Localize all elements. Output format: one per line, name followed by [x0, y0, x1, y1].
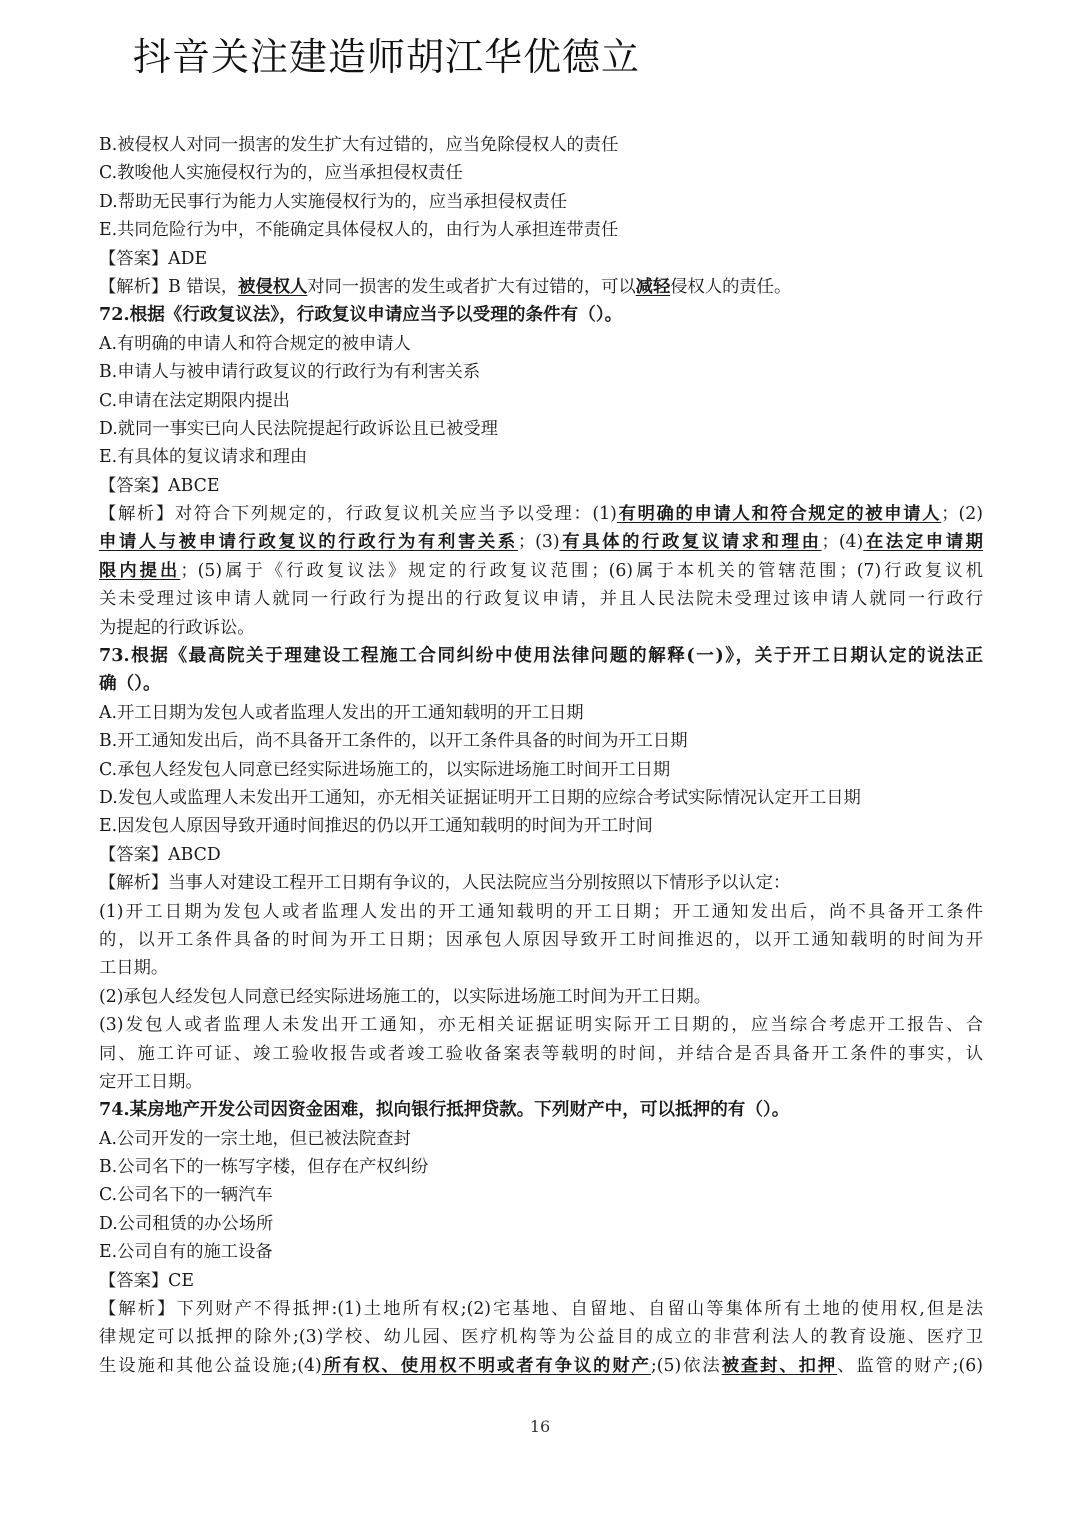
text-line [99, 273, 983, 301]
text-line [99, 528, 983, 556]
text-run: ；(4) [821, 532, 864, 553]
text-line: E.有具体的复议请求和理由 [99, 447, 308, 468]
text-line: B.公司名下的一栋写字楼，但存在产权纠纷 [99, 1157, 429, 1178]
text-line: 为提起的行政诉讼。 [99, 617, 255, 638]
text-line: 【答案】ABCD [99, 844, 221, 865]
text-line: C.承包人经发包人同意已经实际进场施工的，以实际进场施工时间开工日期 [99, 759, 671, 780]
question-stem-line: 确（）。 [99, 673, 161, 695]
text-line: D.帮助无民事行为能力人实施侵权行为的，应当承担侵权责任 [99, 191, 568, 212]
text-run: 【解析】下列财产不得抵押:(1)土地所有权;(2)宅基地、自留地、自留山等集体所有土地的使用权,但是法 [99, 1299, 983, 1320]
text-run: 侵权人的责任。 [670, 276, 792, 297]
text-run: 对同一损害的发生或者扩大有过错的，可以 [307, 276, 636, 297]
underlined-key-phrase: 所有权、使用权不明或者有争议的财产 [321, 1355, 651, 1376]
text-line: C.公司名下的一辆汽车 [99, 1185, 273, 1206]
text-line: 同、施工许可证、竣工验收报告或者竣工验收备案表等载明的时间，并结合是否具备开工条件的事实，认 [99, 1043, 983, 1064]
text-line: B.申请人与被申请行政复议的行政行为有利害关系 [99, 362, 481, 383]
text-line: C.教唆他人实施侵权行为的，应当承担侵权责任 [99, 163, 463, 184]
text-run: 【解析】B 错误， [99, 276, 239, 297]
question-stem-line: 73.根据《最高院关于理建设工程施工合同纠纷中使用法律问题的解释(一)》，关于开工日期认定的说法正 [99, 645, 983, 667]
text-run: 生设施和其他公益设施;(4) [99, 1355, 322, 1376]
text-line: D.发包人或监理人未发出开工通知，亦无相关证据证明开工日期的应综合考试实际情况认定开工日期 [99, 787, 861, 808]
text-line: 【答案】ABCE [99, 475, 220, 496]
text-line: B.被侵权人对同一损害的发生扩大有过错的，应当免除侵权人的责任 [99, 135, 619, 155]
text-line: A.公司开发的一宗土地，但已被法院查封 [99, 1128, 411, 1149]
question-stem-line: 74.某房地产开发公司因资金困难，拟向银行抵押贷款。下列财产中，可以抵押的有（）。 [99, 1099, 790, 1121]
underlined-key-phrase: 减轻 [635, 276, 671, 297]
text-line: E.共同危险行为中，不能确定具体侵权人的，由行为人承担连带责任 [99, 220, 619, 241]
text-line: (2)承包人经发包人同意已经实际进场施工的，以实际进场施工时间为开工日期。 [99, 986, 712, 1007]
underlined-key-phrase: 被查封、扣押 [721, 1355, 838, 1376]
text-run: 关未受理过该申请人就同一行政行为提出的行政复议申请，并且人民法院未受理过该申请人就同一行政行 [99, 589, 983, 610]
question-stem-line: 72.根据《行政复议法》，行政复议申请应当予以受理的条件有（）。 [99, 304, 623, 326]
text-line [99, 557, 983, 585]
text-line: E.因发包人原因导致开通时间推迟的仍以开工通知载明的时间为开工时间 [99, 816, 653, 837]
text-line: 【答案】CE [99, 1270, 194, 1291]
text-run: 、监管的财产;(6) [837, 1355, 983, 1376]
text-run: 【解析】对符合下列规定的，行政复议机关应当予以受理：(1) [99, 504, 617, 525]
text-run: ;(5)依法 [650, 1355, 722, 1376]
page-number: 16 [529, 1417, 551, 1436]
underlined-key-phrase: 申请人与被申请行政复议的行政行为有利害关系 [99, 532, 518, 553]
text-line: (1)开工日期为发包人或者监理人发出的开工通知载明的开工日期；开工通知发出后，尚不具备开工条件 [99, 901, 983, 922]
text-line: B.开工通知发出后，尚不具备开工条件的，以开工条件具备的时间为开工日期 [99, 731, 688, 752]
text-line: (3)发包人或者监理人未发出开工通知，亦无相关证据证明实际开工日期的，应当综合考虑开工报告、合 [99, 1015, 983, 1036]
text-line [99, 1295, 983, 1323]
text-line: E.公司自有的施工设备 [99, 1242, 273, 1263]
document-body [99, 131, 983, 1380]
text-line: A.开工日期为发包人或者监理人发出的开工通知载明的开工日期 [99, 702, 584, 723]
text-line: D.就同一事实已向人民法院提起行政诉讼且已被受理 [99, 418, 498, 439]
text-line [99, 1323, 983, 1351]
underlined-key-phrase: 有明确的申请人和符合规定的被申请人 [616, 504, 942, 525]
text-run: ；(2) [941, 504, 983, 525]
text-run: 律规定可以抵押的除外;(3)学校、幼儿园、医疗机构等为公益目的成立的非营利法人的教育设施、医疗卫 [99, 1327, 983, 1348]
text-line: 【答案】ADE [99, 248, 208, 269]
text-line: 定开工日期。 [99, 1071, 203, 1092]
text-line: D.公司租赁的办公场所 [99, 1213, 274, 1234]
text-line [99, 1352, 983, 1380]
text-line: 工日期。 [99, 958, 169, 979]
text-line [99, 585, 983, 613]
text-line: 【解析】当事人对建设工程开工日期有争议的，人民法院应当分别按照以下情形予以认定： [99, 873, 791, 894]
text-line: C.申请在法定期限内提出 [99, 390, 290, 411]
underlined-key-phrase: 限内提出 [99, 560, 181, 581]
page-header-title: 抖音关注建造师胡江华优德立 [133, 35, 641, 79]
text-run: ；(3) [517, 532, 560, 553]
underlined-key-phrase: 有具体的行政复议请求和理由 [559, 532, 822, 553]
underlined-key-phrase: 被侵权人 [238, 276, 308, 297]
underlined-key-phrase: 在法定申请期 [863, 532, 983, 553]
text-line: 的，以开工条件具备的时间为开工日期；因承包人原因导致开工时间推迟的，以开工通知载明的时间为开 [99, 929, 983, 950]
text-line: A.有明确的申请人和符合规定的被申请人 [99, 333, 411, 354]
text-run: ；(5)属于《行政复议法》规定的行政复议范围；(6)属于本机关的管辖范围；(7)行政复议机 [180, 560, 983, 581]
text-line [99, 500, 983, 528]
